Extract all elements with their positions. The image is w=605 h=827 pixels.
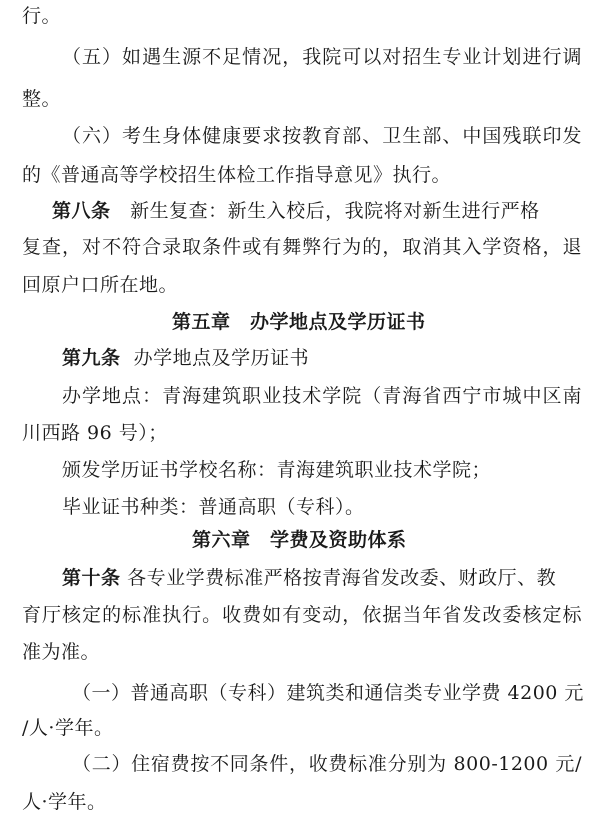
paragraph-line: 毕业证书种类：普通高职（专科）。 <box>62 496 365 518</box>
article-label: 第八条 <box>52 200 111 222</box>
article-text: 办学地点及学历证书 <box>133 347 310 369</box>
article-label: 第九条 <box>62 347 121 369</box>
paragraph-line: 人·学年。 <box>22 791 107 813</box>
paragraph-line: 办学地点：青海建筑职业技术学院（青海省西宁市城中区南 <box>62 385 582 407</box>
article-10-line <box>62 566 556 590</box>
paragraph-line: （五）如遇生源不足情况，我院可以对招生专业计划进行调 <box>62 46 582 68</box>
paragraph-line: 的《普通高等学校招生体检工作指导意见》执行。 <box>22 164 452 186</box>
article-9-line <box>62 346 309 370</box>
paragraph-line: 行。 <box>22 5 62 27</box>
paragraph-line: 整。 <box>22 88 62 110</box>
article-8-line <box>52 199 540 223</box>
paragraph-line: /人·学年。 <box>22 717 114 739</box>
paragraph-line: 准为准。 <box>22 641 101 663</box>
chapter-heading: 第五章 办学地点及学历证书 <box>172 311 426 333</box>
paragraph-line: （六）考生身体健康要求按教育部、卫生部、中国残联印发 <box>62 125 582 147</box>
article-text: 各专业学费标准严格按青海省发改委、财政厅、教 <box>127 567 557 589</box>
article-text: 新生复查：新生入校后，我院将对新生进行严格 <box>130 200 540 222</box>
paragraph-line: 育厅核定的标准执行。收费如有变动，依据当年省发改委核定标 <box>22 604 582 626</box>
paragraph-line: 复查，对不符合录取条件或有舞弊行为的，取消其入学资格，退 <box>22 236 582 258</box>
paragraph-line: 川西路 96 号）； <box>22 422 168 444</box>
paragraph-line: （一）普通高职（专科）建筑类和通信类专业学费 4200 元 <box>72 682 584 704</box>
paragraph-line: 颁发学历证书学校名称：青海建筑职业技术学院； <box>62 459 492 481</box>
article-label: 第十条 <box>62 567 121 589</box>
paragraph-line: （二）住宿费按不同条件，收费标准分别为 800-1200 元/ <box>72 753 582 775</box>
paragraph-line: 回原户口所在地。 <box>22 274 179 296</box>
chapter-heading: 第六章 学费及资助体系 <box>192 529 407 551</box>
